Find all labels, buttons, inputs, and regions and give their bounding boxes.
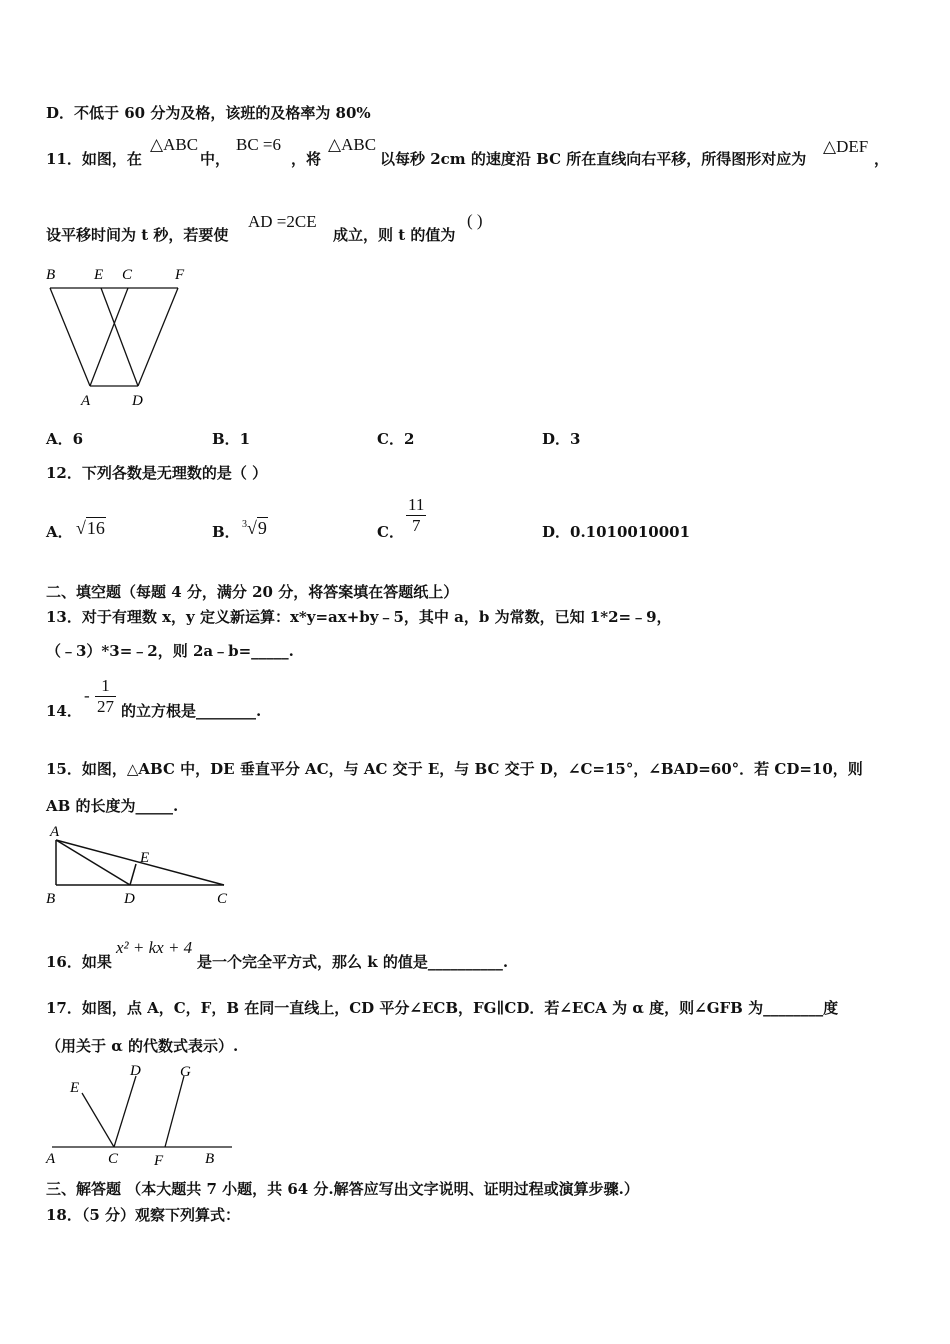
line-fg xyxy=(165,1076,184,1147)
q16-text-b: 是一个完全平方式，那么 k 的值是__________. xyxy=(197,953,509,971)
q14-fraction xyxy=(95,676,116,717)
q17-line1: 17．如图，点 A，C，F，B 在同一直线上，CD 平分∠ECB，FG∥CD．若∠ECA 为 α 度，则∠GFB 为________度 xyxy=(46,999,839,1017)
line-ac xyxy=(90,288,128,386)
q15-line2: AB 的长度为_____. xyxy=(46,797,179,815)
q12-option-a-radicand: 16 xyxy=(86,518,105,538)
label-d: D xyxy=(124,891,135,907)
line-cd xyxy=(114,1076,136,1147)
q14-numerator: 1 xyxy=(95,676,116,697)
q11-option-c: C．2 xyxy=(377,430,415,448)
q14-denominator: 27 xyxy=(97,697,114,716)
q14-text: 的立方根是________. xyxy=(121,702,262,720)
q15-line1: 15．如图，△ABC 中，DE 垂直平分 AC，与 AC 交于 E，与 BC 交于 D，∠C=15°，∠BAD=60°．若 CD=10，则 xyxy=(46,760,863,778)
q17-figure xyxy=(44,1060,244,1172)
q11-option-a: A．6 xyxy=(46,430,84,448)
label-f: F xyxy=(175,267,185,283)
q11-option-b: B．1 xyxy=(212,430,251,448)
q11-triangle-abc: △ABC xyxy=(150,135,199,154)
q14-minus: - xyxy=(84,686,90,705)
q11-triangle-def: △DEF xyxy=(823,137,869,156)
q12-option-c-numerator: 11 xyxy=(408,495,425,514)
line-ad xyxy=(56,840,130,885)
q13-line2: （﹣3）*3=﹣2，则 2a﹣b=_____. xyxy=(46,642,294,660)
q11-text-e: ， xyxy=(874,150,890,168)
line-ce xyxy=(82,1093,114,1147)
q12-option-b-radicand: 9 xyxy=(257,518,267,538)
q12-option-b-cbrt: $^3$√9 xyxy=(242,518,267,538)
line-ed xyxy=(101,288,138,386)
section-3-heading: 三、解答题 （本大题共 7 小题，共 64 分.解答应写出文字说明、证明过程或演算步骤.） xyxy=(46,1180,639,1198)
q17-line2: （用关于 α 的代数式表示）. xyxy=(46,1037,239,1055)
q12-option-c-fraction xyxy=(406,495,426,536)
label-g: G xyxy=(180,1064,191,1080)
label-d: D xyxy=(132,393,143,409)
q15-figure xyxy=(44,822,244,912)
label-b: B xyxy=(205,1151,215,1167)
line-fd xyxy=(138,288,178,386)
q11-text-b: 中， xyxy=(200,150,231,168)
q11-equation: AD =2CE xyxy=(248,212,317,231)
q11-option-d: D．3 xyxy=(542,430,581,448)
label-b: B xyxy=(46,891,56,907)
label-c: C xyxy=(217,891,228,907)
q12-option-c-denominator: 7 xyxy=(411,516,421,535)
q11-text-c: ，将 xyxy=(291,150,322,168)
q11-text-d: 以每秒 2cm 的速度沿 BC 所在直线向右平移，所得图形对应为 xyxy=(380,150,807,168)
q12-option-c-label: C． xyxy=(377,523,404,541)
q12-option-a-label: A． xyxy=(46,523,73,541)
section-2-heading: 二、填空题（每题 4 分，满分 20 分，将答案填在答题纸上） xyxy=(46,583,459,601)
q11-line2-a: 设平移时间为 t 秒，若要使 xyxy=(46,226,229,244)
q12-option-a-sqrt: √16 xyxy=(76,518,105,538)
q12-option-b-label: B． xyxy=(212,523,240,541)
q13-line1: 13．对于有理数 x，y 定义新运算：x*y=ax+by﹣5，其中 a，b 为常数，已知 1*2=﹣9， xyxy=(46,608,672,626)
label-c: C xyxy=(122,267,133,283)
label-a: A xyxy=(81,393,91,409)
label-e: E xyxy=(140,850,150,866)
q11-line2-b: 成立，则 t 的值为 xyxy=(333,226,456,244)
label-a: A xyxy=(46,1151,56,1167)
label-b: B xyxy=(46,267,56,283)
q16-expression: x² + kx + 4 xyxy=(116,938,193,957)
q12-option-d: D．0.1010010001 xyxy=(542,523,691,541)
q14-label: 14． xyxy=(46,702,82,720)
q18-question: 18．（5 分）观察下列算式： xyxy=(46,1206,241,1224)
q12-option-b-index: 3 xyxy=(242,519,247,530)
q16-text-a: 16．如果 xyxy=(46,953,112,971)
label-f: F xyxy=(154,1153,164,1169)
q11-bc-eq: BC =6 xyxy=(236,135,282,154)
label-c: C xyxy=(108,1151,119,1167)
line-de xyxy=(130,864,136,885)
q11-paren: ( ) xyxy=(467,211,483,230)
q11-triangle-abc-2: △ABC xyxy=(328,135,377,154)
line-ba xyxy=(50,288,90,386)
option-d-prev: D．不低于 60 分为及格，该班的及格率为 80% xyxy=(46,104,371,122)
label-e: E xyxy=(94,267,104,283)
label-e: E xyxy=(70,1080,80,1096)
q11-text-a: 11．如图，在 xyxy=(46,150,142,168)
q12-question: 12．下列各数是无理数的是（ ） xyxy=(46,464,268,482)
q11-figure xyxy=(44,262,194,412)
label-d: D xyxy=(130,1063,141,1079)
label-a: A xyxy=(50,824,60,840)
